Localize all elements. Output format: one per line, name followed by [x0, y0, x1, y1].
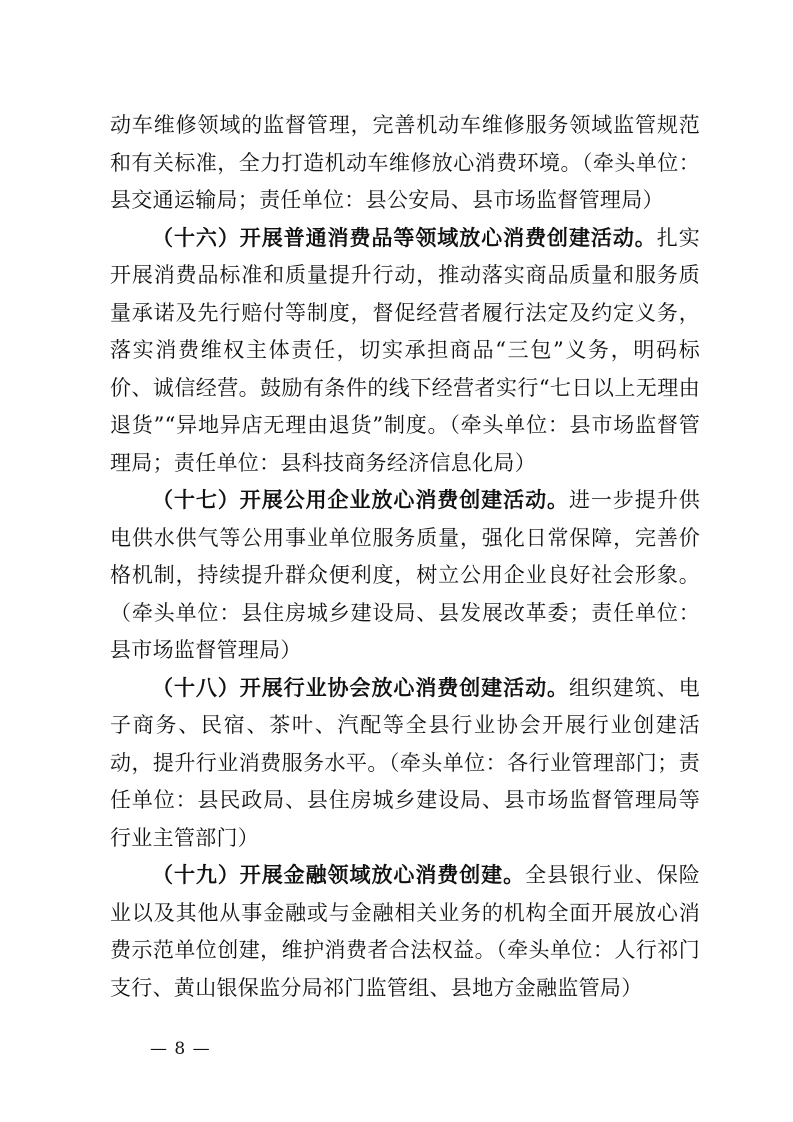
paragraph-text: 进一步提升供电供水供气等公用事业单位服务质量，强化日常保障，完善价格机制，持续提升群众便利度，树立公用企业良好社会形象。（牵头单位：县住房城乡建设局、县发展改革委；责任单位：县市场监督管理局）: [110, 488, 700, 662]
paragraph-continuation: [110, 107, 700, 220]
paragraph-text: 全县银行业、保险业以及其他从事金融或与金融相关业务的机构全面开展放心消费示范单位创建，维护消费者合法权益。（牵头单位：人行祁门支行、黄山银保监分局祁门监管组、县地方金融监管局）: [110, 863, 700, 1000]
paragraph-item-19: [110, 857, 700, 1007]
paragraph-item-16: [110, 220, 700, 483]
paragraph-heading: （十六）开展普通消费品等领域放心消费创建活动。: [152, 225, 657, 250]
page-number: — 8 —: [150, 1039, 211, 1059]
paragraph-text: 组织建筑、电子商务、民宿、茶叶、汽配等全县行业协会开展行业创建活动，提升行业消费服务水平。（牵头单位：各行业管理部门；责任单位：县民政局、县住房城乡建设局、县市场监督管理局等行业主管部门）: [110, 675, 700, 850]
paragraph-heading: （十七）开展公用企业放心消费创建活动。: [152, 488, 569, 512]
paragraph-text: 动车维修领域的监督管理，完善机动车维修服务领域监管规范和有关标准，全力打造机动车维修放心消费环境。（牵头单位：县交通运输局；责任单位：县公安局、县市场监督管理局）: [110, 113, 700, 212]
paragraph-item-17: [110, 482, 700, 670]
paragraph-heading: （十九）开展金融领域放心消费创建。: [152, 863, 526, 887]
document-body: [110, 107, 700, 1007]
paragraph-item-18: [110, 670, 700, 858]
paragraph-heading: （十八）开展行业协会放心消费创建活动。: [152, 675, 569, 700]
paragraph-text: 扎实开展消费品标准和质量提升行动，推动落实商品质量和服务质量承诺及先行赔付等制度，督促经营者履行法定及约定义务，落实消费维权主体责任，切实承担商品“三包”义务，明码标价、诚信经营。鼓励有条件的线下经营者实行“七日以上无理由退货”“异地异店无理由退货”制度。（牵头单位：县市场监督管理局；责任单位：县科技商务经济信息化局）: [110, 225, 700, 475]
